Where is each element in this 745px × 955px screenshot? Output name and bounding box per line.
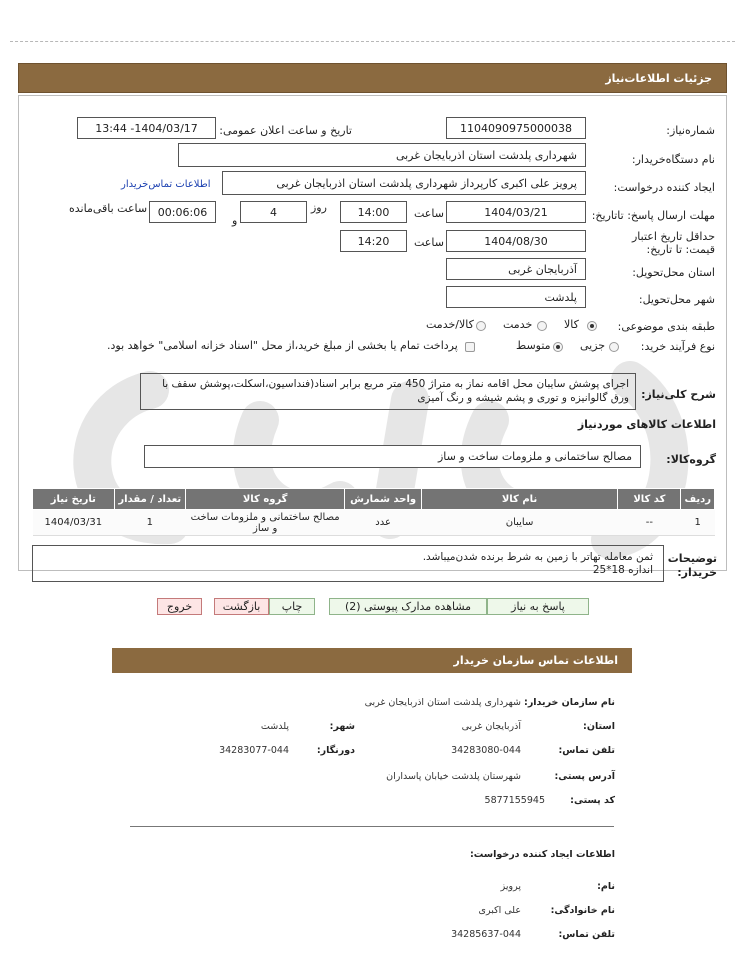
cell-unit: عدد	[345, 510, 421, 536]
city-label: شهر محل‌تحویل:	[638, 293, 715, 306]
details-header-banner	[18, 63, 727, 93]
process-label: نوع فرآیند خرید:	[640, 340, 715, 353]
deadline-time-field: 14:00	[340, 201, 407, 223]
deadline-label: مهلت ارسال پاسخ: تاتاریخ:	[591, 209, 715, 222]
col-row: ردیف	[681, 489, 715, 510]
col-group: گروه کالا	[185, 489, 345, 510]
exit-button[interactable]: خروج	[157, 598, 202, 615]
announce-label: تاریخ و ساعت اعلان عمومی:	[219, 124, 352, 137]
notes-line-1: ثمن معامله تهاتر با زمین به شرط برنده شدن‌میباشد.	[422, 551, 653, 563]
price-validity-date-field: 1404/08/30	[446, 230, 586, 252]
contact-postal-label: کد پستی:	[570, 795, 615, 806]
process-option-minor: جزیی	[580, 339, 606, 352]
payment-note: پرداخت تمام یا بخشی از مبلغ خرید،از محل "اسناد خزانه اسلامی" خواهد بود.	[107, 339, 458, 352]
cell-code: --	[618, 510, 681, 536]
notes-label: توضیحات خریدار:	[667, 552, 717, 579]
deadline-date-field: 1404/03/21	[446, 201, 586, 223]
notes-line-2: اندازه 18*25	[592, 564, 653, 576]
need-number-field: 1104090975000038	[446, 117, 586, 139]
creator-field: پرویز علی اکبری کارپرداز شهرداری پلدشت استان اذربایجان غربی	[222, 171, 586, 195]
col-unit: واحد شمارش	[345, 489, 421, 510]
process-radio-minor[interactable]	[609, 340, 619, 353]
price-validity-time-field: 14:20	[340, 230, 407, 252]
and-word: و	[232, 214, 238, 227]
creator-phone-value: 34285637-044	[451, 929, 521, 940]
contact-province-label: استان:	[583, 721, 615, 732]
contact-postal-value: 5877155945	[484, 795, 545, 806]
process-option-medium: متوسط	[516, 339, 551, 352]
city-field: پلدشت	[446, 286, 586, 308]
remaining-time-field: 00:06:06	[149, 201, 216, 223]
contact-org-label: نام سازمان خریدار:	[524, 697, 615, 708]
creator-first-name-value: پرویز	[500, 881, 521, 892]
contact-province-value: آذربایجان غربی	[461, 721, 521, 732]
creator-phone-label: تلفن تماس:	[558, 929, 615, 940]
creator-last-name-label: نام خانوادگی:	[550, 905, 615, 916]
table-header-row	[33, 489, 715, 510]
table-row[interactable]	[33, 510, 715, 536]
process-radio-medium[interactable]	[553, 340, 563, 353]
goods-group-label: گروه‌کالا:	[666, 453, 716, 466]
goods-table	[32, 488, 715, 536]
announce-field: 1404/03/17- 13:44	[77, 117, 216, 139]
need-number-label: شماره‌نیاز:	[666, 124, 715, 137]
radio-icon	[476, 321, 486, 331]
top-divider	[10, 41, 735, 42]
reply-button[interactable]: پاسخ به نیاز	[487, 598, 589, 615]
back-button[interactable]: بازگشت	[214, 598, 269, 615]
contact-header-banner	[112, 648, 632, 673]
buyer-org-label: نام دستگاه‌خریدار:	[631, 153, 715, 166]
cell-group: مصالح ساختمانی و ملزومات ساخت و ساز	[185, 510, 345, 536]
contact-address-label: آدرس پستی:	[554, 771, 615, 782]
category-option-both: کالا/خدمت	[426, 318, 474, 331]
creator-info-title: اطلاعات ایجاد کننده درخواست:	[469, 849, 615, 860]
attachments-button[interactable]: مشاهده مدارک پیوستی (2)	[329, 598, 487, 615]
buyer-contact-link[interactable]: اطلاعات تماس‌خریدار	[121, 179, 211, 190]
creator-label: ایجاد کننده درخواست:	[613, 181, 715, 194]
price-validity-time-word: ساعت	[414, 236, 444, 249]
goods-group-field: مصالح ساختمانی و ملزومات ساخت و ساز	[144, 445, 641, 468]
contact-divider	[130, 826, 614, 827]
radio-selected-icon	[587, 321, 597, 331]
goods-info-title: اطلاعات کالاهای موردنیاز	[577, 418, 716, 431]
price-validity-label: حداقل تاریخ اعتبار قیمت: تا تاریخ:	[631, 230, 715, 256]
category-label: طبقه بندی موضوعی:	[617, 320, 715, 333]
summary-label: شرح کلی‌نیاز:	[641, 388, 716, 401]
contact-city-value: پلدشت	[260, 721, 289, 732]
checkbox-icon	[465, 342, 475, 352]
cell-row: 1	[681, 510, 715, 536]
contact-phone-label: تلفن تماس:	[558, 745, 615, 756]
days-word: روز	[311, 201, 327, 214]
category-radio-service[interactable]	[537, 319, 547, 332]
buyer-org-field: شهرداری پلدشت استان اذربایجان غربی	[178, 143, 586, 167]
creator-first-name-label: نام:	[597, 881, 615, 892]
cell-name: سایبان	[421, 510, 617, 536]
cell-qty: 1	[114, 510, 185, 536]
province-label: استان محل‌تحویل:	[632, 266, 715, 279]
contact-fax-label: دورنگار:	[316, 745, 355, 756]
category-option-goods: کالا	[564, 318, 579, 331]
contact-header-title: اطلاعات تماس سازمان خریدار	[453, 654, 618, 667]
col-code: کد کالا	[618, 489, 681, 510]
contact-org-value: شهرداری پلدشت استان اذربایجان غربی	[364, 697, 521, 708]
cell-date: 1404/03/31	[33, 510, 115, 536]
category-option-service: خدمت	[503, 318, 533, 331]
details-header-title: جزئیات اطلاعات‌نیاز	[605, 72, 712, 85]
category-radio-both[interactable]	[476, 319, 486, 332]
creator-last-name-value: علی اکبری	[478, 905, 521, 916]
col-date: تاریخ نیاز	[33, 489, 115, 510]
summary-field: اجرای پوشش سایبان محل اقامه نماز به متراژ 450 متر مربع برابر اسناد(فنداسیون،اسکلت،پوشش سقف با ورق گالوانیزه و توری و پشم شیشه و رنگ آمیزی	[140, 373, 636, 410]
treasury-checkbox[interactable]	[465, 340, 475, 353]
days-count-field: 4	[240, 201, 307, 223]
print-button[interactable]: چاپ	[269, 598, 315, 615]
contact-city-label: شهر:	[329, 721, 355, 732]
deadline-time-word: ساعت	[414, 207, 444, 220]
radio-icon	[537, 321, 547, 331]
radio-icon	[609, 342, 619, 352]
radio-selected-icon	[553, 342, 563, 352]
category-radio-goods[interactable]	[587, 319, 597, 332]
province-field: آذربایجان غربی	[446, 258, 586, 280]
notes-field	[32, 545, 664, 582]
col-name: نام کالا	[421, 489, 617, 510]
col-qty: تعداد / مقدار	[114, 489, 185, 510]
contact-fax-value: 34283077-044	[219, 745, 289, 756]
remaining-word: ساعت باقی‌مانده	[69, 202, 148, 215]
contact-address-value: شهرستان پلدشت خیابان پاسداران	[386, 771, 521, 782]
contact-phone-value: 34283080-044	[451, 745, 521, 756]
